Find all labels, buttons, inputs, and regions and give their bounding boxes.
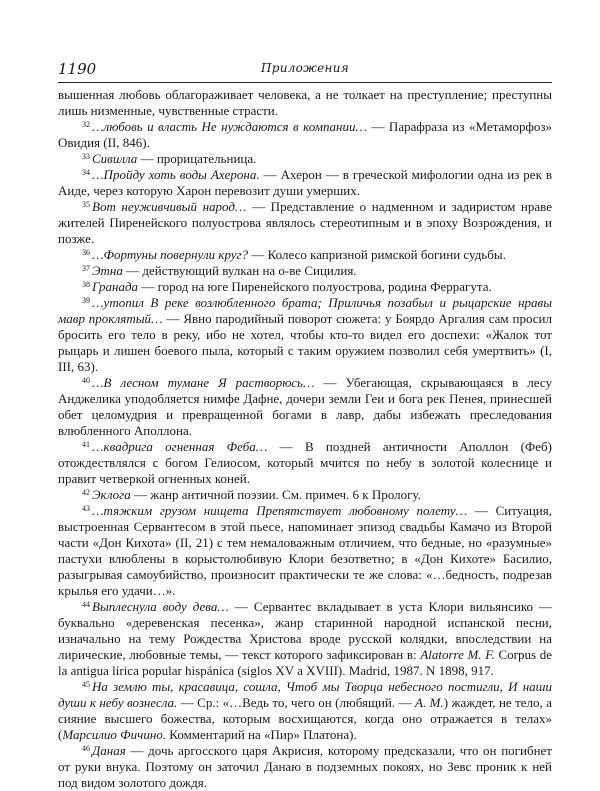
note-italic-text: …любовь и власть Не нуждаются в компании… [92,119,368,134]
note-italic-text: А. М. [415,695,444,710]
note-text: — жанр античной поэзии. См. примеч. 6 к Прологу. [130,487,421,502]
page-header [58,60,552,82]
note-38 [58,279,552,295]
note-number: 46 [82,744,90,753]
note-italic-text: Гранада [92,279,139,294]
note-text: — Убегающая, скрывающаяся в лесу Анджелика уподобляется нимфе Дафне, дочери земли Геи и бога рек Пенея, принесшей обет целомудрия и превращенной богами в лавр, дабы избежать преследования влюбленного Аполлона. [58,375,552,438]
note-italic-text: На землю ты, красавица, сошла, Чтоб мы Творца небесного постигли, И наши души к небу вознесла. [58,679,552,710]
note-number: 34 [82,168,90,177]
note-number: 35 [82,200,90,209]
note-italic-text: …утопил В реке возлюбленного брата; Приличья позабыл и рыцарские нравы мавр проклятый… [58,295,552,326]
note-number: 33 [82,152,90,161]
note-text: — Колесо капризной римской богини судьбы. [248,247,506,262]
note-text: — Явно пародийный поворот сюжета: у Боярдо Аргалия сам просил бросить его тело в реку, ибо не хотел, чтобы кто-то видел его доспехи: «Жалок тот рыцарь и лишен боевого пыла, который с таким оружием позволил себя умертвить» (I, III, 63). [58,311,552,374]
note-italic-text: Даная [92,743,126,758]
note-40 [58,375,552,439]
note-number: 40 [82,376,90,385]
note-italic-text: …квадрига огненная Феба… [92,439,268,454]
note-text: Corpus de la antigua lírica popular hispánica (siglos XV a XVIII). Madrid, 1987. N 1898, 917. [58,647,552,678]
note-text: — Ахерон — в греческой мифологии одна из рек в Аиде, через которую Харон перевозит души умерших. [58,167,552,198]
note-number: 44 [82,600,90,609]
note-number: 41 [82,440,90,449]
note-44 [58,599,552,679]
note-43 [58,503,552,599]
note-number: 42 [82,488,90,497]
page-number: 1190 [58,60,97,78]
note-italic-text: …В лесном тумане Я растворюсь… [92,375,315,390]
note-45 [58,679,552,743]
note-text: — Ср.: «…Ведь то, чего он (любящий. — [177,695,415,710]
note-text: — В поздней античности Аполлон (Феб) отождествлялся с богом Гелиосом, который мчится по небу в золотой колеснице и правит четверкой огненных коней. [58,439,552,486]
note-text: — дочь аргосского царя Акрисия, которому предсказали, что он погибнет от руки внука. Поэтому он заточил Данаю в подземных покоях, но Зевс проник к ней под видом золотого дождя. [58,743,552,790]
header-rule [58,82,552,83]
note-text: — Представление о надменном и задиристом нраве жителей Пиренейского полуострова являлось стереотипным и в эпоху Возрождения, и позже. [58,199,552,246]
note-text: вышенная любовь облагораживает человека, а не толкает на преступление; преступны лишь низменные, чувственные страсти. [58,87,552,118]
note-number: 37 [82,264,90,273]
note-number: 36 [82,248,90,257]
running-head: Приложения [260,61,350,75]
note-number: 32 [82,120,90,129]
note-italic-text: Марсилио Фичино. [62,727,167,742]
note-number: 43 [82,504,90,513]
note-number: 38 [82,280,90,289]
note-italic-text: …тяжким грузом нищета Препятствует любовному полету… [92,503,468,518]
note-italic-text: Вот неуживчивый народ… [92,199,247,214]
note-35 [58,199,552,247]
note-text: — Парафраза из «Метаморфоз» Овидия (II, 846). [58,119,553,150]
note-italic-text: Этна [92,263,123,278]
note-37 [58,263,552,279]
note-text: — Ситуация, выстроенная Сервантесом в этой пьесе, напоминает эпизод свадьбы Камачо из Второй части «Дон Кихота» (II, 21) с тем немаловажным отличием, что бедные, но «разумные» пастухи влюблены в корыстолюбивую Клори безответно; в «Дон Кихоте» Басилио, разыгрывая самоубийство, произносит практически те же слова: «…бедность, подрезав крылья его удачи…». [58,503,552,598]
note-italic-text: Эклога [92,487,131,502]
note-42 [58,487,552,503]
notes-body [58,87,552,791]
note-continuation [58,87,552,119]
note-33 [58,151,552,167]
note-41 [58,439,552,487]
note-34 [58,167,552,199]
note-italic-text: …Пройду хоть воды Ахерона. [92,167,260,182]
note-text: — город на юге Пиренейского полуострова, родина Феррагута. [138,279,492,294]
note-text: — Сервантес вкладывает в уста Клори вильянсико — буквально «деревенская песенка», жанр старинной народной испанской песни, изначально на тему Рождества Христова вроде русской колядки, впоследствии на лирические, любовные темы, — текст которого зафиксирован в: [58,599,552,662]
note-italic-text: Сивилла [92,151,138,166]
note-32 [58,119,552,151]
note-text: ) жаждет, не тело, а сияние высшего божества, которым восхищаются, когда оно отражается в телах» ( [58,695,552,742]
note-italic-text: Alatorre M. F. [420,647,495,662]
note-36 [58,247,552,263]
note-number: 45 [82,680,90,689]
note-italic-text: …Фортуны повернули круг? [92,247,249,262]
note-46 [58,743,552,791]
note-text: Комментарий на «Пир» Платона). [166,727,357,742]
note-italic-text: Выплеснула воду дева… [92,599,229,614]
note-text: — прорицательница. [137,151,257,166]
note-number: 39 [82,296,90,305]
note-39 [58,295,552,375]
note-text: — действующий вулкан на о-ве Сицилия. [122,263,357,278]
